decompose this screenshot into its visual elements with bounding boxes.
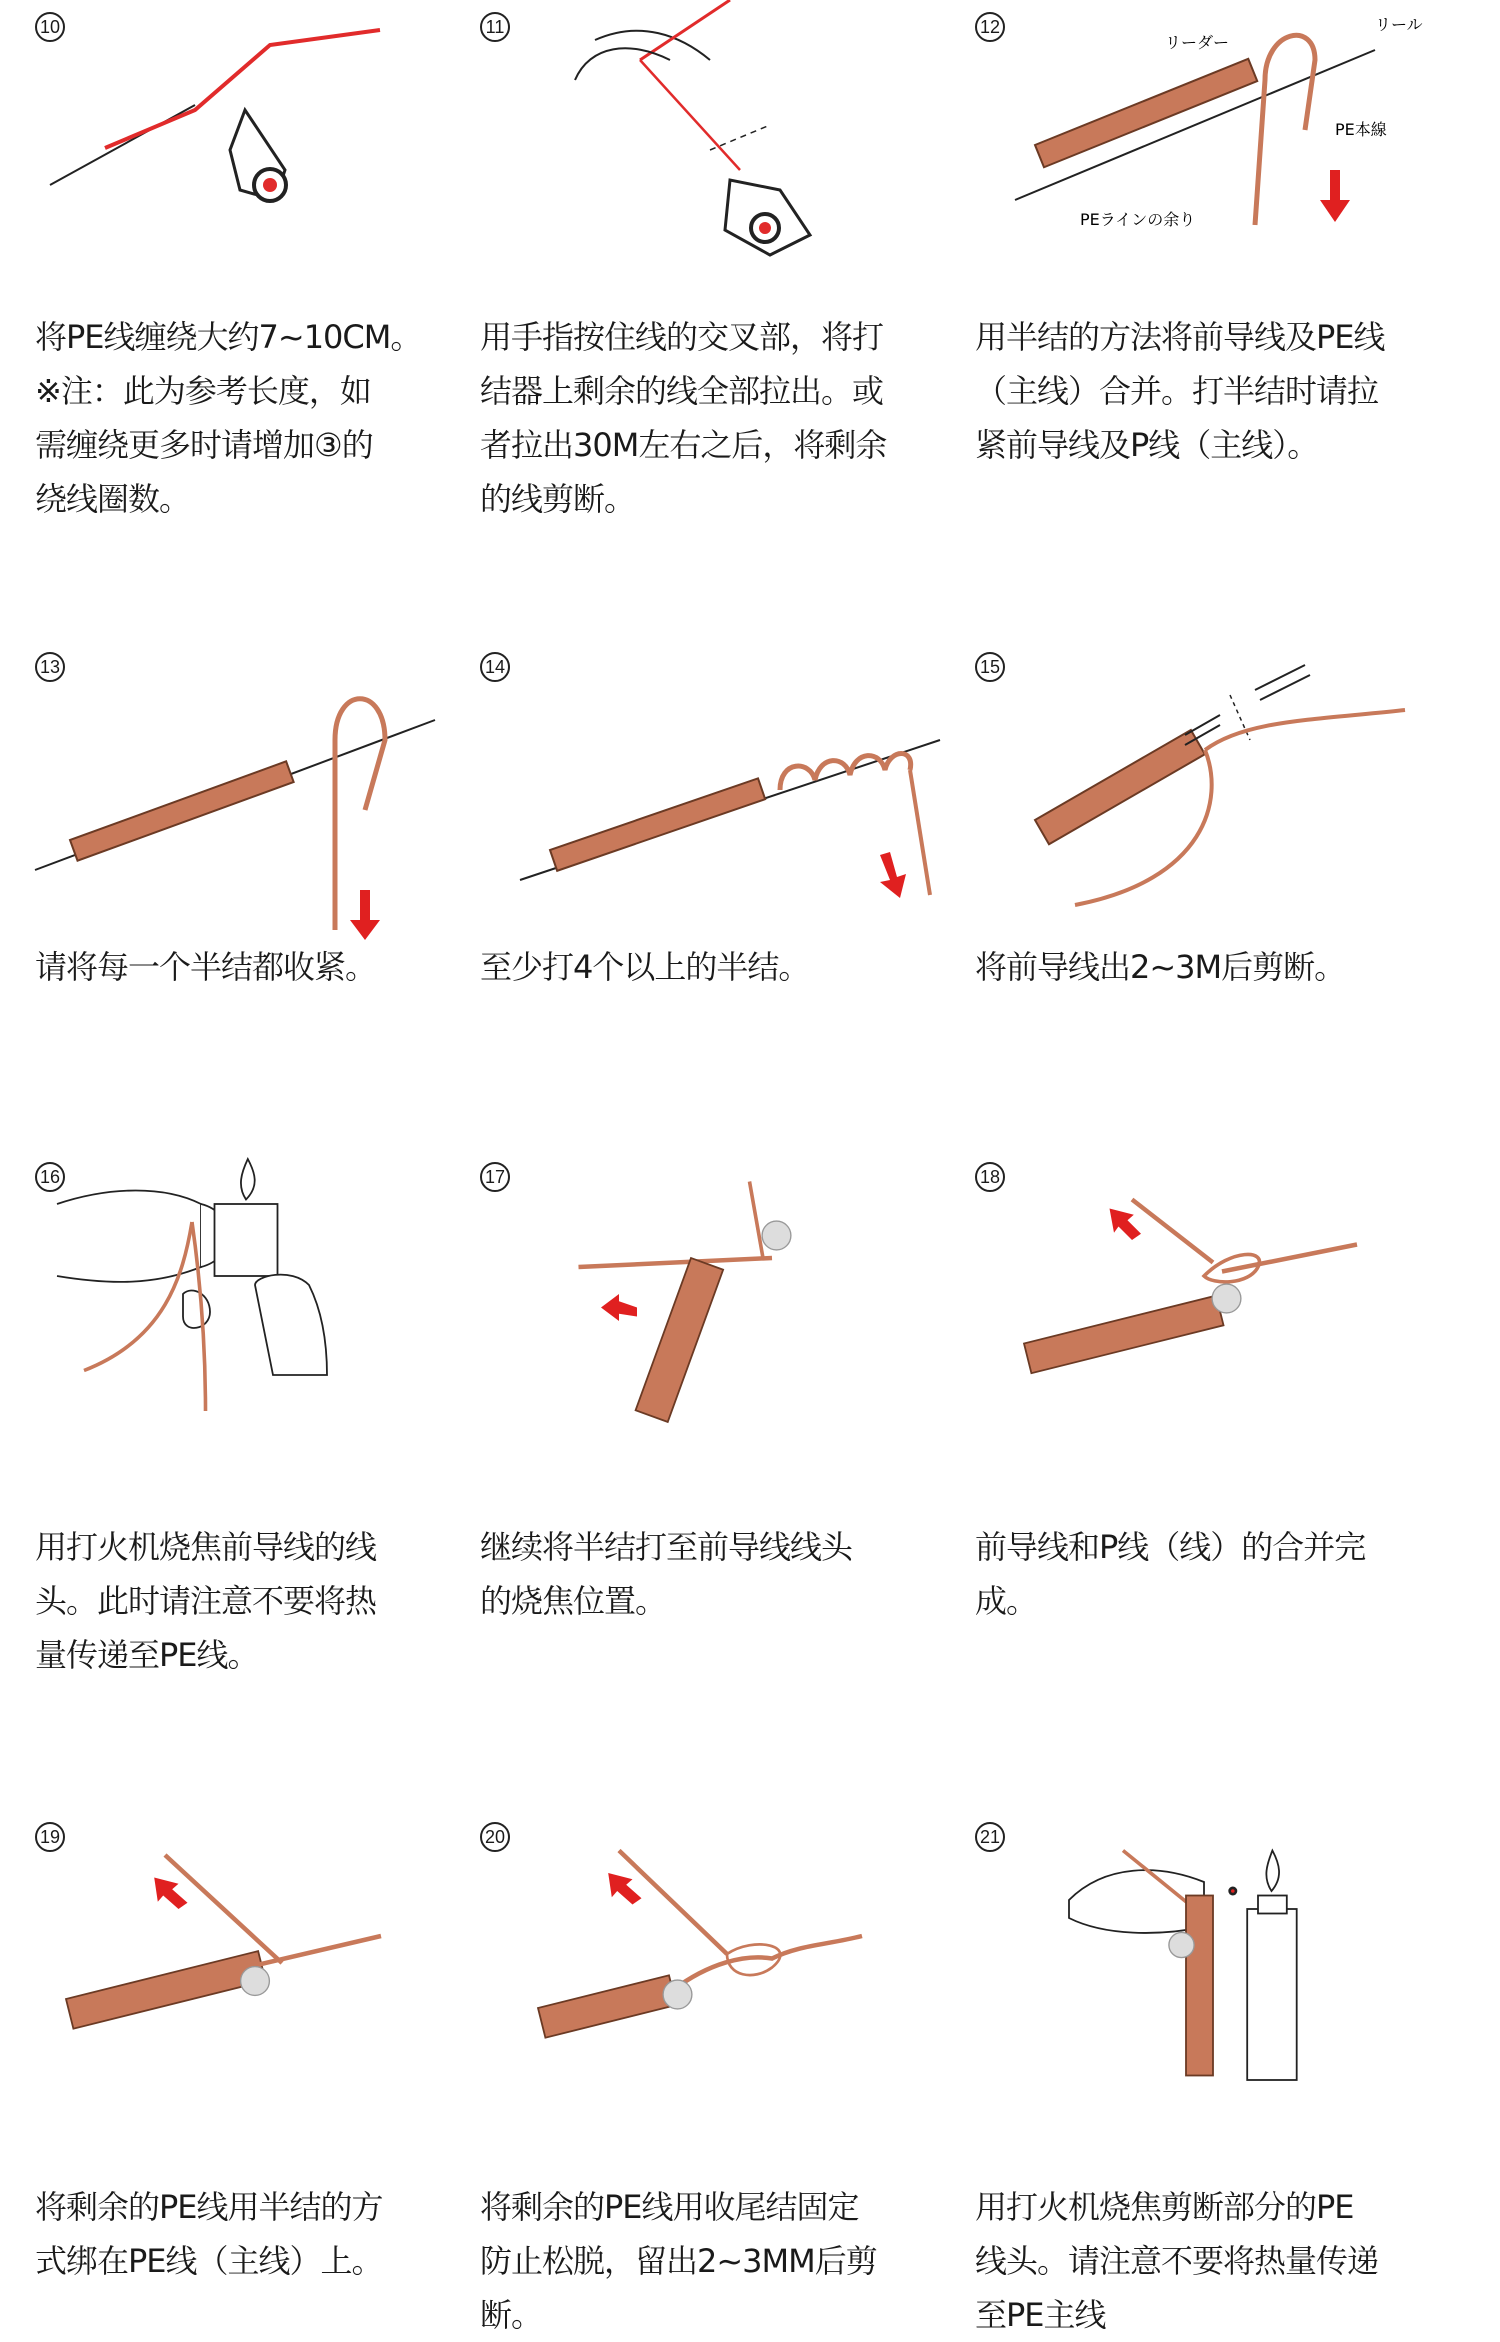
step-caption: 用手指按住线的交叉部，将打 结器上剩余的线全部拉出。或 者拉出30M左右之后，将剩余 的线剪断。 [480, 318, 887, 518]
step-caption: 用半结的方法将前导线及PE线 （主线）合并。打半结时请拉 紧前导线及P线（主线）。 [975, 318, 1385, 464]
step-caption: 用打火机烧焦前导线的线 头。此时请注意不要将热 量传递至PE线。 [35, 1528, 377, 1674]
step-caption: 请将每一个半结都收紧。 [35, 948, 377, 986]
step-number: 16 [35, 1162, 65, 1192]
step-number: 21 [975, 1822, 1005, 1852]
step-number: 18 [975, 1162, 1005, 1192]
step-caption: 用打火机烧焦剪断部分的PE 线头。请注意不要将热量传递 至PE主线 [975, 2188, 1379, 2334]
step-caption: 前导线和P线（线）的合并完成。 [975, 1528, 1366, 1620]
illustration-step-14 [480, 640, 920, 910]
step-number: 20 [480, 1822, 510, 1852]
illustration-step-13 [35, 640, 475, 910]
step-number: 19 [35, 1822, 65, 1852]
step-number: 14 [480, 652, 510, 682]
step-caption: 将前导线出2~3M后剪断。 [975, 948, 1346, 986]
step-number: 13 [35, 652, 65, 682]
illustration-step-11 [480, 0, 920, 270]
label-pe-rest: PEラインの余り [1080, 210, 1196, 229]
step-number: 12 [975, 12, 1005, 42]
label-pe-main: PE本線 [1335, 120, 1387, 139]
illustration-step-20 [480, 1810, 920, 2080]
illustration-step-18 [975, 1150, 1415, 1420]
step-caption: 将剩余的PE线用收尾结固定 防止松脱，留出2~3MM后剪断。 [480, 2188, 877, 2334]
illustration-step-21 [975, 1810, 1415, 2080]
step-caption: 至少打4个以上的半结。 [480, 948, 810, 986]
step-caption: 将PE线缠绕大约7~10CM。 ※注：此为参考长度，如 需缠绕更多时请增加③的 绕线圈数。 [35, 318, 422, 518]
step-number: 15 [975, 652, 1005, 682]
step-caption: 将剩余的PE线用半结的方 式绑在PE线（主线）上。 [35, 2188, 383, 2280]
step-caption: 继续将半结打至前导线线头 的烧焦位置。 [480, 1528, 853, 1620]
illustration-step-12 [975, 0, 1423, 270]
step-number: 17 [480, 1162, 510, 1192]
label-leader: リーダー [1165, 33, 1230, 52]
illustration-step-17 [480, 1150, 920, 1420]
label-reel: リール [1375, 15, 1423, 34]
illustration-step-16 [35, 1150, 475, 1420]
step-number: 11 [480, 12, 510, 42]
illustration-step-19 [35, 1810, 475, 2080]
illustration-step-10 [35, 0, 475, 270]
illustration-step-15 [975, 640, 1415, 910]
step-number: 10 [35, 12, 65, 42]
